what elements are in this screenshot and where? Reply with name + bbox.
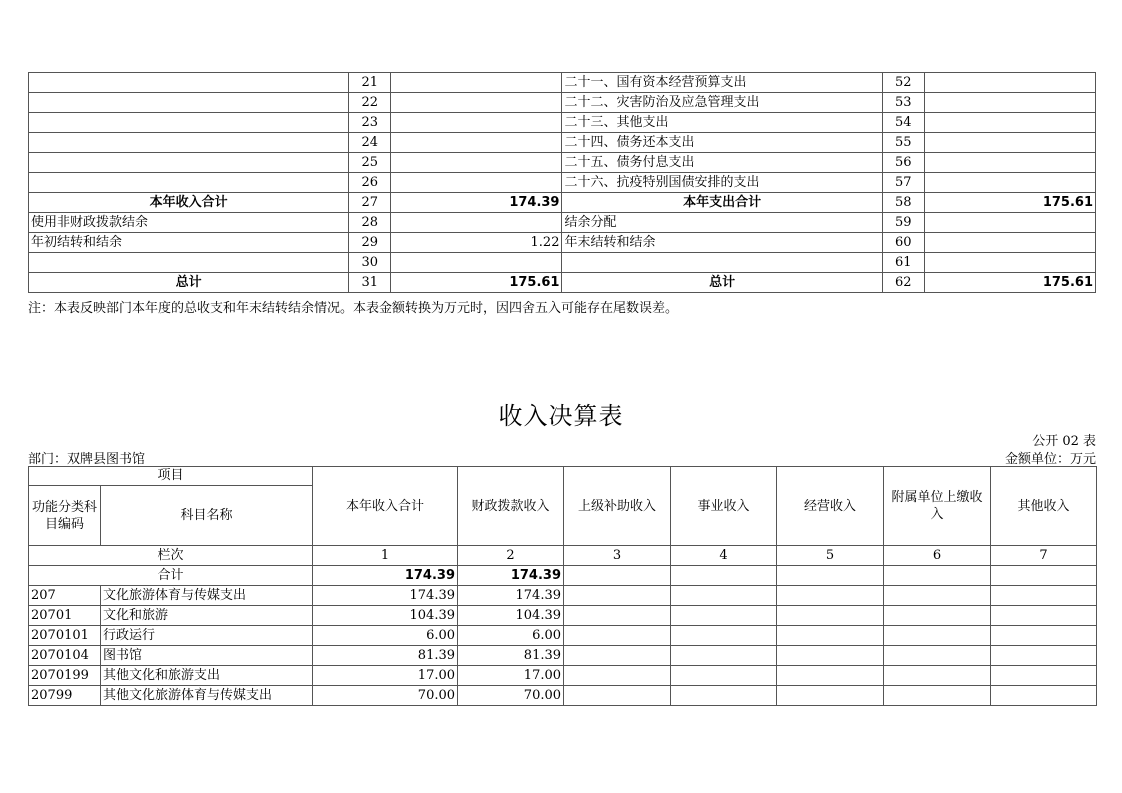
- fiscal-income: 81.39: [458, 646, 564, 666]
- total-income: 104.39: [313, 606, 458, 626]
- expense-item-label: [562, 253, 882, 273]
- empty-cell: [777, 646, 884, 666]
- column-index-7: 7: [991, 546, 1097, 566]
- income-item-label: 年初结转和结余: [29, 233, 349, 253]
- empty-cell: [884, 626, 991, 646]
- empty-cell: [777, 626, 884, 646]
- expense-amount: [924, 233, 1095, 253]
- income-row-number: 27: [349, 193, 391, 213]
- empty-cell: [777, 586, 884, 606]
- function-code: 2070101: [29, 626, 101, 646]
- table-row: [29, 646, 1097, 666]
- summary-row: [29, 253, 1096, 273]
- summary-row: [29, 193, 1096, 213]
- column-index-6: 6: [884, 546, 991, 566]
- function-code: 207: [29, 586, 101, 606]
- subject-name: 图书馆: [101, 646, 313, 666]
- empty-cell: [884, 606, 991, 626]
- expense-amount: 175.61: [924, 273, 1095, 293]
- total-income: 17.00: [313, 666, 458, 686]
- empty-cell: [991, 666, 1097, 686]
- header-other: 其他收入: [991, 467, 1097, 546]
- expense-row-number: 62: [882, 273, 924, 293]
- empty-cell: [777, 686, 884, 706]
- income-item-label: 本年收入合计: [29, 193, 349, 213]
- income-amount: [391, 213, 562, 233]
- expense-item-label: 年末结转和结余: [562, 233, 882, 253]
- income-row-number: 24: [349, 133, 391, 153]
- income-item-label: [29, 173, 349, 193]
- income-row-number: 21: [349, 73, 391, 93]
- header-total: 本年收入合计: [313, 467, 458, 546]
- expense-row-number: 60: [882, 233, 924, 253]
- expense-amount: [924, 173, 1095, 193]
- column-index-2: 2: [458, 546, 564, 566]
- table-row: [29, 586, 1097, 606]
- expense-row-number: 56: [882, 153, 924, 173]
- subject-name: 文化旅游体育与传媒支出: [101, 586, 313, 606]
- empty-cell: [564, 686, 671, 706]
- income-row-number: 23: [349, 113, 391, 133]
- expense-row-number: 59: [882, 213, 924, 233]
- income-row-number: 22: [349, 93, 391, 113]
- total-income: 6.00: [313, 626, 458, 646]
- column-index-4: 4: [671, 546, 777, 566]
- empty-cell: [671, 606, 777, 626]
- expense-row-number: 53: [882, 93, 924, 113]
- empty-cell: [564, 586, 671, 606]
- sum-empty-cell: [777, 566, 884, 586]
- sum-empty-cell: [884, 566, 991, 586]
- total-income: 81.39: [313, 646, 458, 666]
- income-table-body: [29, 467, 1097, 706]
- empty-cell: [991, 586, 1097, 606]
- empty-cell: [884, 666, 991, 686]
- table-row: [29, 686, 1097, 706]
- summary-row: [29, 153, 1096, 173]
- income-item-label: 使用非财政拨款结余: [29, 213, 349, 233]
- empty-cell: [564, 666, 671, 686]
- empty-cell: [884, 686, 991, 706]
- expense-item-label: 结余分配: [562, 213, 882, 233]
- expense-amount: [924, 253, 1095, 273]
- fiscal-income: 70.00: [458, 686, 564, 706]
- empty-cell: [777, 606, 884, 626]
- function-code: 2070104: [29, 646, 101, 666]
- function-code: 20799: [29, 686, 101, 706]
- summary-row: [29, 93, 1096, 113]
- header-fiscal: 财政拨款收入: [458, 467, 564, 546]
- summary-row: [29, 133, 1096, 153]
- empty-cell: [671, 626, 777, 646]
- expense-amount: [924, 113, 1095, 133]
- unit-label: 金额单位：万元: [1004, 452, 1096, 467]
- subject-name: 其他文化旅游体育与传媒支出: [101, 686, 313, 706]
- total-income: 174.39: [313, 586, 458, 606]
- subject-name: 行政运行: [101, 626, 313, 646]
- expense-row-number: 58: [882, 193, 924, 213]
- income-amount: [391, 73, 562, 93]
- header-superior: 上级补助收入: [564, 467, 671, 546]
- column-index-row: [29, 546, 1097, 566]
- table-row: [29, 666, 1097, 686]
- expense-row-number: 52: [882, 73, 924, 93]
- fiscal-income: 6.00: [458, 626, 564, 646]
- header-row-1: [29, 467, 1097, 486]
- empty-cell: [991, 646, 1097, 666]
- form-number: 公开 02 表: [1032, 434, 1096, 449]
- income-amount: 175.61: [391, 273, 562, 293]
- summary-row: [29, 73, 1096, 93]
- page-title: 收入决算表: [498, 402, 624, 430]
- table-row: [29, 606, 1097, 626]
- empty-cell: [671, 646, 777, 666]
- header-code: 功能分类科目编码: [29, 486, 101, 546]
- income-amount: [391, 113, 562, 133]
- expense-item-label: 本年支出合计: [562, 193, 882, 213]
- summary-table-body: [29, 73, 1096, 293]
- empty-cell: [991, 686, 1097, 706]
- expense-item-label: 二十一、国有资本经营预算支出: [562, 73, 882, 93]
- column-index-3: 3: [564, 546, 671, 566]
- income-row-number: 28: [349, 213, 391, 233]
- sum-total: 174.39: [313, 566, 458, 586]
- sum-empty-cell: [991, 566, 1097, 586]
- income-amount: [391, 93, 562, 113]
- header-affiliated: 附属单位上缴收入: [884, 467, 991, 546]
- expense-row-number: 61: [882, 253, 924, 273]
- expense-amount: [924, 133, 1095, 153]
- income-row-number: 29: [349, 233, 391, 253]
- income-amount: [391, 253, 562, 273]
- sum-empty-cell: [564, 566, 671, 586]
- income-item-label: [29, 73, 349, 93]
- expense-amount: 175.61: [924, 193, 1095, 213]
- empty-cell: [671, 586, 777, 606]
- income-item-label: 总计: [29, 273, 349, 293]
- department-label: 部门：双牌县图书馆: [28, 452, 146, 467]
- expense-row-number: 54: [882, 113, 924, 133]
- expense-item-label: 二十三、其他支出: [562, 113, 882, 133]
- empty-cell: [991, 606, 1097, 626]
- expense-amount: [924, 93, 1095, 113]
- total-income: 70.00: [313, 686, 458, 706]
- column-index-5: 5: [777, 546, 884, 566]
- header-name: 科目名称: [101, 486, 313, 546]
- function-code: 20701: [29, 606, 101, 626]
- expense-row-number: 57: [882, 173, 924, 193]
- empty-cell: [671, 666, 777, 686]
- summary-table: [28, 72, 1096, 293]
- income-amount: 174.39: [391, 193, 562, 213]
- income-row-number: 25: [349, 153, 391, 173]
- empty-cell: [564, 646, 671, 666]
- empty-cell: [884, 646, 991, 666]
- expense-amount: [924, 213, 1095, 233]
- expense-item-label: 二十二、灾害防治及应急管理支出: [562, 93, 882, 113]
- table-row: [29, 626, 1097, 646]
- header-operating: 经营收入: [777, 467, 884, 546]
- income-item-label: [29, 253, 349, 273]
- function-code: 2070199: [29, 666, 101, 686]
- expense-item-label: 二十四、债务还本支出: [562, 133, 882, 153]
- summary-row: [29, 213, 1096, 233]
- empty-cell: [564, 626, 671, 646]
- header-business: 事业收入: [671, 467, 777, 546]
- expense-amount: [924, 73, 1095, 93]
- income-item-label: [29, 113, 349, 133]
- sum-row: [29, 566, 1097, 586]
- income-amount: [391, 133, 562, 153]
- empty-cell: [564, 606, 671, 626]
- empty-cell: [777, 666, 884, 686]
- income-row-number: 30: [349, 253, 391, 273]
- subject-name: 文化和旅游: [101, 606, 313, 626]
- column-index-1: 1: [313, 546, 458, 566]
- column-index-label: 栏次: [29, 546, 313, 566]
- income-table: [28, 466, 1097, 706]
- subject-name: 其他文化和旅游支出: [101, 666, 313, 686]
- income-item-label: [29, 93, 349, 113]
- income-row-number: 26: [349, 173, 391, 193]
- summary-row: [29, 173, 1096, 193]
- fiscal-income: 104.39: [458, 606, 564, 626]
- summary-row: [29, 233, 1096, 253]
- header-project: 项目: [29, 467, 313, 486]
- sum-empty-cell: [671, 566, 777, 586]
- empty-cell: [991, 626, 1097, 646]
- income-row-number: 31: [349, 273, 391, 293]
- income-item-label: [29, 153, 349, 173]
- summary-row: [29, 273, 1096, 293]
- income-amount: [391, 153, 562, 173]
- expense-amount: [924, 153, 1095, 173]
- expense-row-number: 55: [882, 133, 924, 153]
- income-amount: [391, 173, 562, 193]
- fiscal-income: 17.00: [458, 666, 564, 686]
- summary-row: [29, 113, 1096, 133]
- sum-fiscal: 174.39: [458, 566, 564, 586]
- expense-item-label: 总计: [562, 273, 882, 293]
- table-note: 注：本表反映部门本年度的总收支和年末结转结余情况。本表金额转换为万元时，因四舍五入可能存在尾数误差。: [28, 301, 679, 316]
- expense-item-label: 二十六、抗疫特别国债安排的支出: [562, 173, 882, 193]
- fiscal-income: 174.39: [458, 586, 564, 606]
- income-item-label: [29, 133, 349, 153]
- expense-item-label: 二十五、债务付息支出: [562, 153, 882, 173]
- income-amount: 1.22: [391, 233, 562, 253]
- sum-label: 合计: [29, 566, 313, 586]
- empty-cell: [884, 586, 991, 606]
- empty-cell: [671, 686, 777, 706]
